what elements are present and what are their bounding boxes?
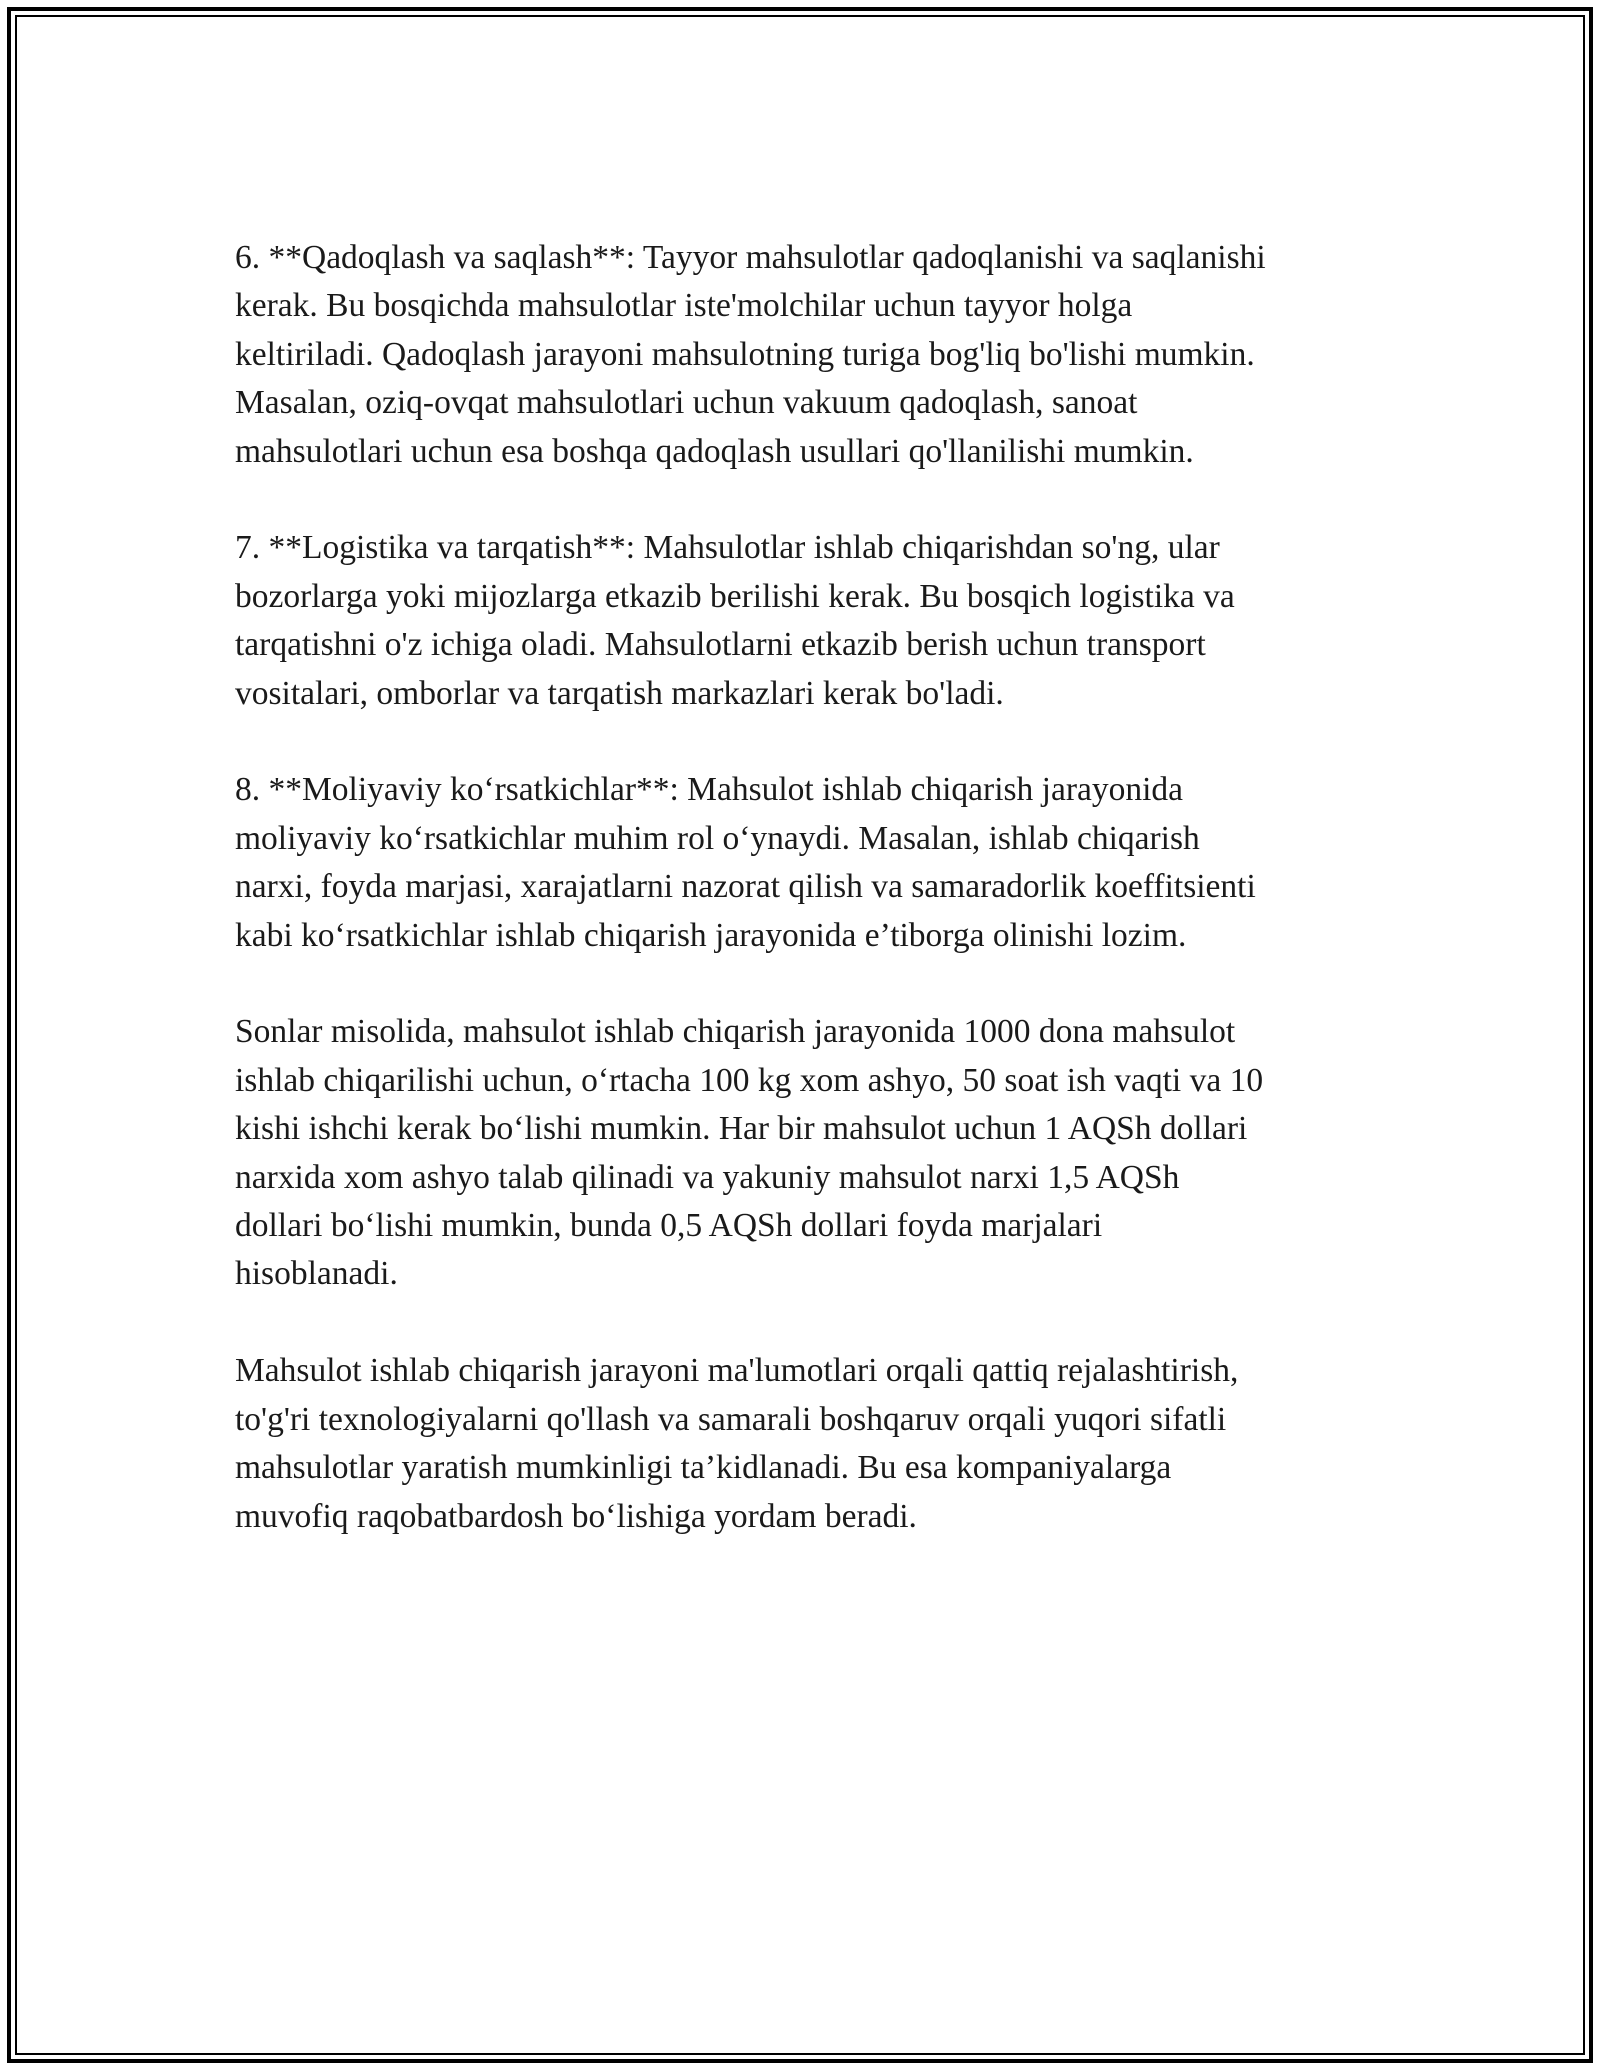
paragraph-logistics-distribution: 7. **Logistika va tarqatish**: Mahsulotlar ishlab chiqarishdan so'ng, ular bozorlarga yoki mijozlarga etkazib berilishi kerak. Bu bosqich logistika va tarqatishni o'z ichiga oladi. Mahsulotlarni etkazib berish uchun transport vositalari, omborlar va tarqatish markazlari kerak bo'ladi. — [235, 529, 1235, 712]
paragraph-financial-indicators: 8. **Moliyaviy ko‘rsatkichlar**: Mahsulot ishlab chiqarish jarayonida moliyaviy ko‘rsatkichlar muhim rol o‘ynaydi. Masalan, ishlab chiqarish narxi, foyda marjasi, xarajatlarni nazorat qilish va samaradorlik koeffitsienti kabi ko‘rsatkichlar ishlab chiqarish jarayonida e’tiborga olinishi lozim. — [235, 771, 1256, 954]
paragraph-conclusion: Mahsulot ishlab chiqarish jarayoni ma'lumotlari orqali qattiq rejalashtirish, to'g'ri texnologiyalarni qo'llash va samarali boshqaruv orqali yuqori sifatli mahsulotlar yaratish mumkinligi ta’kidlanadi. Bu esa kompaniyalarga muvofiq raqobatbardosh bo‘lishiga yordam beradi. — [235, 1352, 1239, 1535]
paragraph-packaging-storage: 6. **Qadoqlash va saqlash**: Tayyor mahsulotlar qadoqlanishi va saqlanishi kerak. Bu bosqichda mahsulotlar iste'molchilar uchun tayyor holga keltiriladi. Qadoqlash jarayoni mahsulotning turiga bog'liq bo'lishi mumkin. Masalan, oziq-ovqat mahsulotlari uchun vakuum qadoqlash, sanoat mahsulotlari uchun esa boshqa qadoqlash usullari qo'llanilishi mumkin. — [235, 239, 1266, 470]
paragraph-numeric-example: Sonlar misolida, mahsulot ishlab chiqarish jarayonida 1000 dona mahsulot ishlab chiqarilishi uchun, o‘rtacha 100 kg xom ashyo, 50 soat ish vaqti va 10 kishi ishchi kerak bo‘lishi mumkin. Har bir mahsulot uchun 1 AQSh dollari narxida xom ashyo talab qilinadi va yakuniy mahsulot narxi 1,5 AQSh dollari bo‘lishi mumkin, bunda 0,5 AQSh dollari foyda marjalari hisoblanadi. — [235, 1013, 1264, 1293]
document-body — [235, 234, 1415, 1589]
